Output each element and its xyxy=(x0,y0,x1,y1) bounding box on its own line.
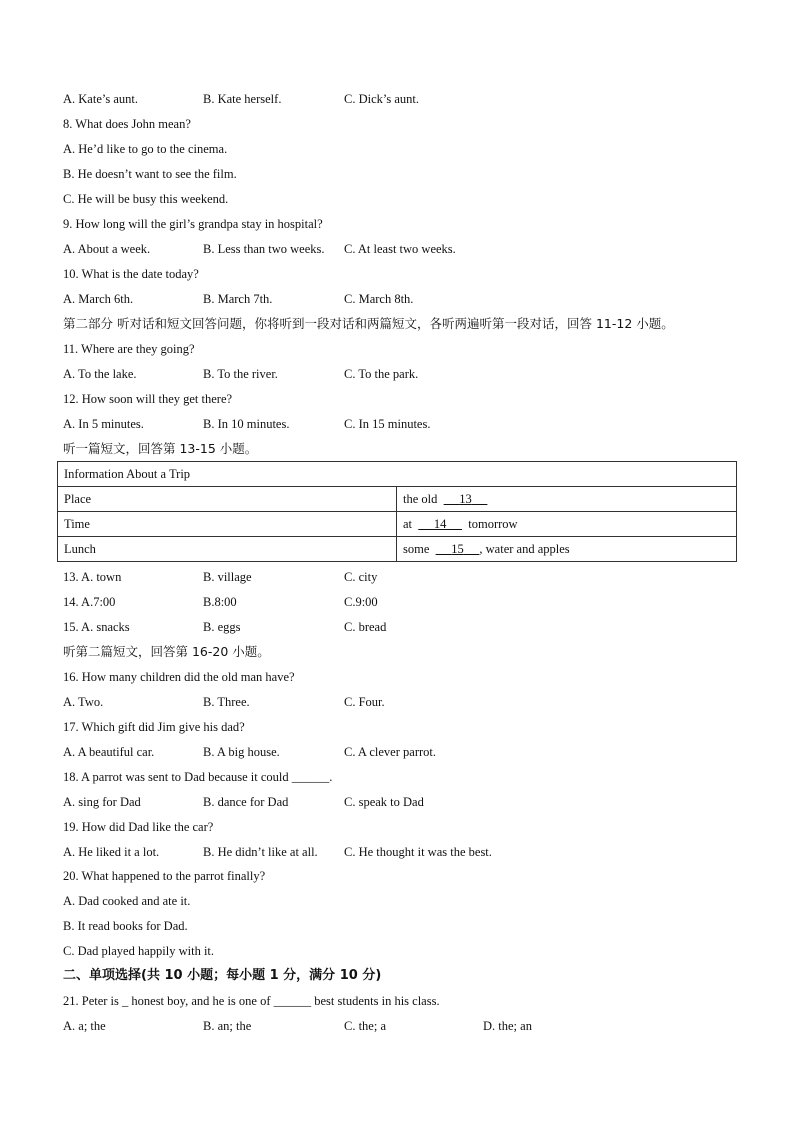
option-b: B. March 7th. xyxy=(203,292,273,306)
option-c: C. In 15 minutes. xyxy=(344,417,431,431)
option-c: C. To the park. xyxy=(344,367,419,381)
option-a: A. In 5 minutes. xyxy=(63,417,144,431)
q13-options xyxy=(63,569,743,585)
row-value xyxy=(397,487,737,512)
option-b: B. Less than two weeks. xyxy=(203,242,325,256)
option-c: C. March 8th. xyxy=(344,292,414,306)
q7-options xyxy=(63,91,743,107)
blank-number: 13 xyxy=(459,491,472,506)
q10-options xyxy=(63,291,743,307)
q12-options xyxy=(63,416,743,432)
q20-option-c: C. Dad played happily with it. xyxy=(63,944,215,958)
value-prefix: at xyxy=(403,516,413,531)
option-a: A. Two. xyxy=(63,695,104,709)
q21-stem: 21. Peter is _ honest boy, and he is one of ______ best students in his class. xyxy=(63,994,440,1008)
q15-options xyxy=(63,619,743,635)
row-label: Lunch xyxy=(58,537,397,562)
option-c: C.9:00 xyxy=(344,595,378,609)
section2-heading: 二、单项选择(共 10 小题；每小题 1 分，满分 10 分) xyxy=(63,968,382,983)
option-a: A. To the lake. xyxy=(63,367,137,381)
option-c: C. Dick’s aunt. xyxy=(344,92,419,106)
option-a: A. About a week. xyxy=(63,242,151,256)
q16-options xyxy=(63,694,743,710)
q12-stem: 12. How soon will they get there? xyxy=(63,392,233,406)
table-row xyxy=(58,512,737,537)
option-a: A. sing for Dad xyxy=(63,795,141,809)
option-b: B. dance for Dad xyxy=(203,795,289,809)
table-title: Information About a Trip xyxy=(58,462,737,487)
q20-option-b: B. It read books for Dad. xyxy=(63,919,188,933)
option-c: C. A clever parrot. xyxy=(344,745,436,759)
option-b: B. Kate herself. xyxy=(203,92,282,106)
q8-option-c: C. He will be busy this weekend. xyxy=(63,192,229,206)
row-value xyxy=(397,512,737,537)
q16-stem: 16. How many children did the old man have? xyxy=(63,670,295,684)
value-suffix: tomorrow xyxy=(468,516,518,531)
q10-stem: 10. What is the date today? xyxy=(63,267,199,281)
q11-stem: 11. Where are they going? xyxy=(63,342,195,356)
row-value xyxy=(397,537,737,562)
q8-stem: 8. What does John mean? xyxy=(63,117,191,131)
q20-option-a: A. Dad cooked and ate it. xyxy=(63,894,191,908)
option-a: A. A beautiful car. xyxy=(63,745,155,759)
option-b: B. village xyxy=(203,570,252,584)
blank-number: 14 xyxy=(433,516,447,531)
option-c: C. Four. xyxy=(344,695,385,709)
option-c: C. the; a xyxy=(344,1019,387,1033)
part2-instruction: 第二部分 听对话和短文回答问题，你将听到一段对话和两篇短文，各听两遍听第一段对话，回答 11-12 小题。 xyxy=(63,316,674,331)
option-c: C. He thought it was the best. xyxy=(344,845,492,859)
option-b: B. eggs xyxy=(203,620,241,634)
q21-options xyxy=(63,1018,743,1034)
q11-options xyxy=(63,366,743,382)
q19-stem: 19. How did Dad like the car? xyxy=(63,820,214,834)
q14-options xyxy=(63,594,743,610)
option-b: B. an; the xyxy=(203,1019,252,1033)
option-d: D. the; an xyxy=(483,1019,532,1033)
q9-options xyxy=(63,241,743,257)
q18-stem: 18. A parrot was sent to Dad because it could ______. xyxy=(63,770,333,784)
option-a: 13. A. town xyxy=(63,570,122,584)
option-a: 14. A.7:00 xyxy=(63,595,116,609)
q8-option-b: B. He doesn’t want to see the film. xyxy=(63,167,237,181)
answer-blank xyxy=(436,542,480,557)
q17-stem: 17. Which gift did Jim give his dad? xyxy=(63,720,245,734)
option-b: B. In 10 minutes. xyxy=(203,417,290,431)
option-c: C. speak to Dad xyxy=(344,795,424,809)
option-a: A. March 6th. xyxy=(63,292,134,306)
q8-option-a: A. He’d like to go to the cinema. xyxy=(63,142,228,156)
trip-info-table xyxy=(57,461,737,562)
q18-options xyxy=(63,794,743,810)
answer-blank xyxy=(418,517,462,532)
option-b: B. Three. xyxy=(203,695,250,709)
q19-options xyxy=(63,844,743,860)
option-a: A. a; the xyxy=(63,1019,106,1033)
row-label: Place xyxy=(58,487,397,512)
table-title-row xyxy=(58,462,737,487)
answer-blank xyxy=(444,492,488,507)
passage2-instruction: 听第二篇短文，回答第 16-20 小题。 xyxy=(63,644,270,659)
option-c: C. bread xyxy=(344,620,387,634)
table-row xyxy=(58,487,737,512)
q17-options xyxy=(63,744,743,760)
option-c: C. city xyxy=(344,570,378,584)
option-a: A. He liked it a lot. xyxy=(63,845,160,859)
option-b: B. A big house. xyxy=(203,745,280,759)
value-prefix: some xyxy=(403,541,430,556)
option-b: B.8:00 xyxy=(203,595,237,609)
row-label: Time xyxy=(58,512,397,537)
option-a: 15. A. snacks xyxy=(63,620,130,634)
option-b: B. He didn’t like at all. xyxy=(203,845,318,859)
option-b: B. To the river. xyxy=(203,367,278,381)
option-c: C. At least two weeks. xyxy=(344,242,456,256)
table-row xyxy=(58,537,737,562)
value-prefix: the old xyxy=(403,491,438,506)
option-a: A. Kate’s aunt. xyxy=(63,92,138,106)
blank-number: 15 xyxy=(451,541,464,556)
value-suffix: , water and apples xyxy=(479,541,570,556)
passage1-instruction: 听一篇短文，回答第 13-15 小题。 xyxy=(63,441,258,456)
q9-stem: 9. How long will the girl’s grandpa stay in hospital? xyxy=(63,217,323,231)
q20-stem: 20. What happened to the parrot finally? xyxy=(63,869,266,883)
